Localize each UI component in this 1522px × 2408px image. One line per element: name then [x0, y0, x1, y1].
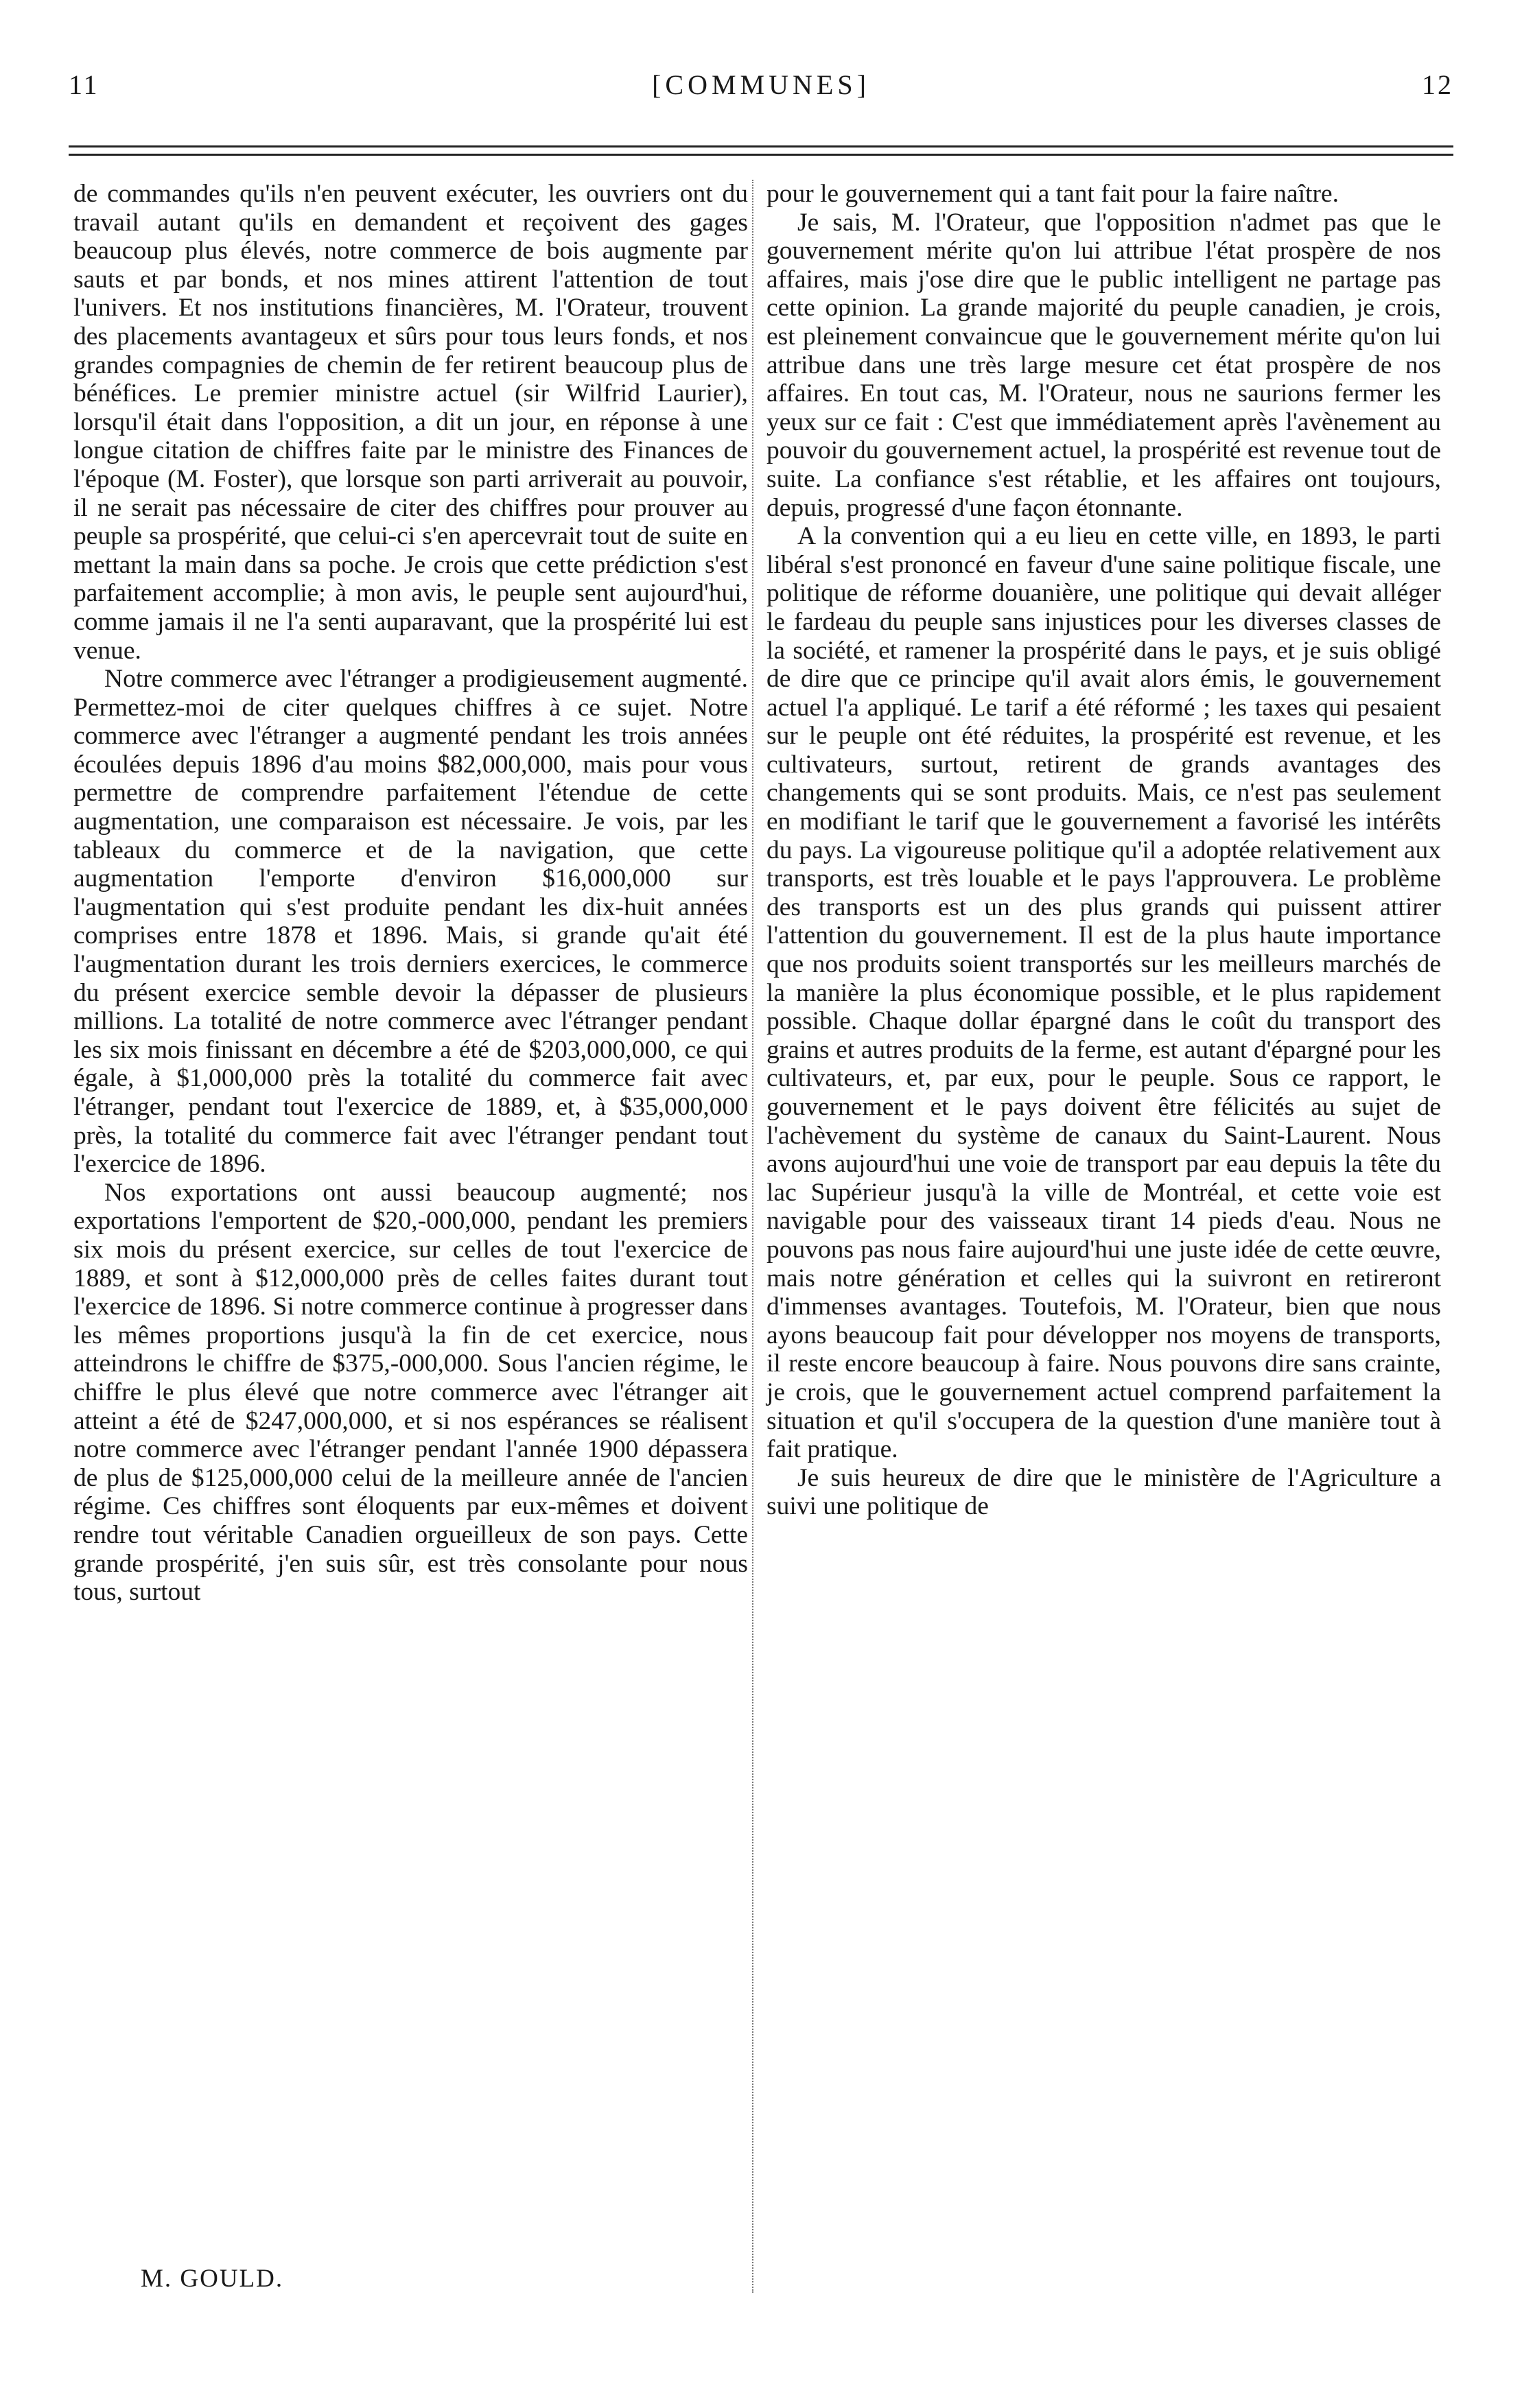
paragraph: Je sais, M. l'Orateur, que l'opposition n'admet pas que le gouvernement mérite qu'on lui attribue l'état prospère de nos affaires, mais j'ose dire que le public intelligent ne partage pas cette opinion. La grande majorité du peuple canadien, je crois, est pleinement convaincue que le gouvernement mérite qu'on lui attribue dans une très large mesure cet état prospère de nos affaires. En tout cas, M. l'Orateur, nous ne saurions fermer les yeux sur ce fait : C'est que immédiatement après l'avènement au pouvoir du gouvernement actuel, la prospérité est revenue tout de suite. La confiance s'est rétablie, et les affaires ont toujours, depuis, progressé d'une façon étonnante.	[766, 208, 1442, 522]
header-rule-bottom	[69, 154, 1453, 156]
column-separator	[752, 180, 753, 2293]
right-column	[766, 180, 1441, 1521]
running-title: [COMMUNES]	[652, 69, 870, 100]
page-number-right: 12	[1422, 69, 1453, 100]
signature: M. GOULD.	[141, 2265, 284, 2293]
paragraph: de commandes qu'ils n'en peuvent exécuter, les ouvriers ont du travail autant qu'ils en demandent et reçoivent des gages beaucoup plus élevés, notre commerce de bois augmente par sauts et par bonds, et nos mines attirent l'attention de tout l'univers. Et nos institutions financières, M. l'Orateur, trouvent des placements avantageux et sûrs pour tous leurs fonds, et nos grandes compagnies de chemin de fer retirent beaucoup plus de bénéfices. Le premier ministre actuel (sir Wilfrid Laurier), lorsqu'il était dans l'opposition, a dit un jour, en réponse à une longue citation de chiffres faite par le ministre des Finances de l'époque (M. Foster), que lorsque son parti arriverait au pouvoir, il ne serait pas nécessaire de citer des chiffres pour prouver au peuple sa prospérité, que celui-ci s'en apercevrait tout de suite en mettant la main dans sa poche. Je crois que cette prédiction s'est parfaitement accomplie; à mon avis, le peuple sent aujourd'hui, comme jamais il ne l'a senti auparavant, que la prospérité lui est venue.	[73, 180, 748, 665]
paragraph: A la convention qui a eu lieu en cette ville, en 1893, le parti libéral s'est prononcé en faveur d'une saine politique fiscale, une politique de réforme douanière, une politique qui devait alléger le fardeau du peuple sans injustices pour les diverses classes de la société, et ramener la prospérité dans le pays, et je suis obligé de dire que ce principe qu'il avait alors émis, le gouvernement actuel l'a appliqué. Le tarif a été réformé ; les taxes qui pesaient sur le peuple ont été réduites, la prospérité est revenue, et les cultivateurs, surtout, retirent de grands avantages des changements qui se sont produits. Mais, ce n'est pas seulement en modifiant le tarif que le gouvernement a favorisé les intérêts du pays. La vigoureuse politique qu'il a adoptée relativement aux transports, est très louable et le pays l'approuvera. Le problème des transports est un des plus grands qui puissent attirer l'attention du gouvernement. Il est de la plus haute importance que nos produits soient transportés sur les meilleurs marchés de la manière la plus économique possible, et le plus rapidement possible. Chaque dollar épargné dans le coût du transport des grains et autres produits de la ferme, est autant d'épargné pour les cultivateurs, et, par eux, pour le peuple. Sous ce rapport, le gouvernement et le pays doivent être félicités au sujet de l'achèvement du système de canaux du Saint-Laurent. Nous avons aujourd'hui une voie de transport par eau depuis la tête du lac Supérieur jusqu'à la ville de Montréal, et cette voie est navigable pour des vaisseaux tirant 14 pieds d'eau. Nous ne pouvons pas nous faire aujourd'hui une juste idée de cette œuvre, mais notre génération et celles qui la suivront en retireront d'immenses avantages. Toutefois, M. l'Orateur, bien que nous ayons beaucoup fait pour développer nos moyens de transports, il reste encore beaucoup à faire. Nous pouvons dire sans crainte, je crois, que le gouvernement actuel comprend parfaitement la situation et qu'il s'occupera de la question d'une manière tout à fait pratique.	[766, 522, 1441, 1464]
paragraph: pour le gouvernement qui a tant fait pour la faire naître.	[766, 180, 1339, 208]
paragraph: Je suis heureux de dire que le ministère de l'Agriculture a suivi une politique de	[766, 1463, 1441, 1521]
paragraph: Nos exportations ont aussi beaucoup augmenté; nos exportations l'emportent de $20,-000,000, pendant les premiers six mois du présent exercice, sur celles de tout l'exercice de 1889, et sont à $12,000,000 près de celles faites durant tout l'exercice de 1896. Si notre commerce continue à progresser dans les mêmes proportions jusqu'à la fin de cet exercice, nous atteindrons le chiffre de $375,-000,000. Sous l'ancien régime, le chiffre le plus élevé que notre commerce avec l'étranger ait atteint a été de $247,000,000, et si nos espérances se réalisent notre commerce avec l'étranger pendant l'année 1900 dépassera de plus de $125,000,000 celui de la meilleure année de l'ancien régime. Ces chiffres sont éloquents par eux-mêmes et doivent rendre tout véritable Canadien orgueilleux de son pays. Cette grande prospérité, j'en suis sûr, est très consolante pour nous tous, surtout	[73, 1178, 748, 1607]
page-number-left: 11	[69, 69, 99, 100]
paragraph: Notre commerce avec l'étranger a prodigieusement augmenté. Permettez-moi de citer quelques chiffres à ce sujet. Notre commerce avec l'étranger a augmenté pendant les trois années écoulées depuis 1896 d'au moins $82,000,000, mais pour vous permettre de comprendre parfaitement l'étendue de cette augmentation, une comparaison est nécessaire. Je vois, par les tableaux du commerce et de la navigation, que cette augmentation l'emporte d'environ $16,000,000 sur l'augmentation qui s'est produite pendant les dix-huit années comprises entre 1878 et 1896. Mais, si grande qu'ait été l'augmentation durant les trois derniers exercices, le commerce du présent exercice semble devoir la dépasser de plusieurs millions. La totalité de notre commerce avec l'étranger pendant les six mois finissant en décembre a été de $203,000,000, ce qui égale, à $1,000,000 près la totalité du commerce fait avec l'étranger, pendant tout l'exercice de 1889, et, à $35,000,000 près, la totalité du commerce fait avec l'étranger pendant tout l'exercice de 1896.	[73, 665, 748, 1179]
page-header	[69, 69, 1453, 117]
left-column	[73, 180, 748, 1607]
header-rule-top	[69, 145, 1453, 147]
